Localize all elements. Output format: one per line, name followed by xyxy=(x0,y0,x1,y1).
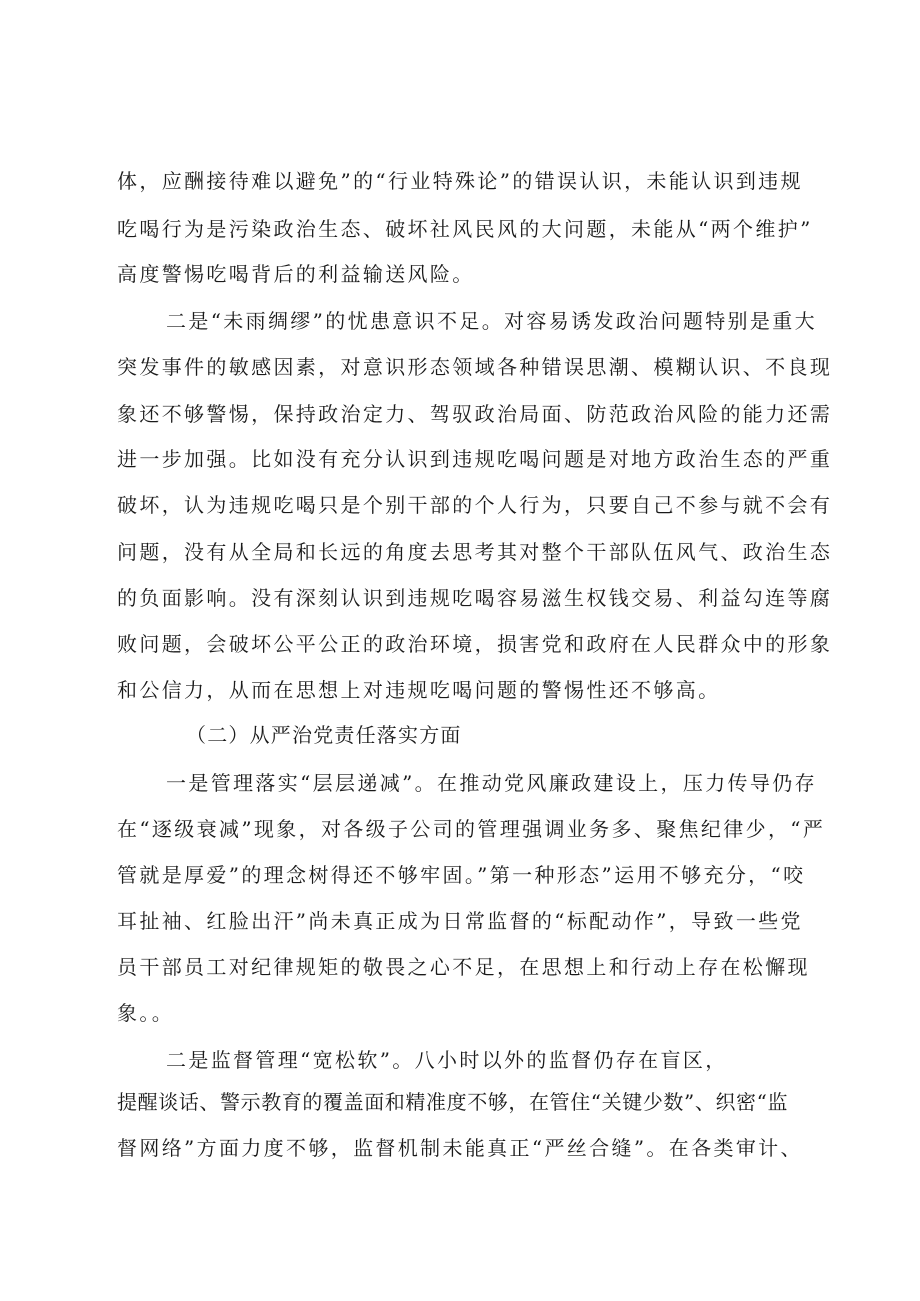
text-line-9: 问题，没有从全局和长远的角度去思考其对整个干部队伍风气、政治生态 xyxy=(117,540,833,564)
text-line-19: 象。。 xyxy=(117,1001,175,1025)
text-line-17: 耳扯袖、红脸出汗”尚未真正成为日常监督的“标配动作”，导致一些党 xyxy=(117,909,803,933)
text-line-12: 和公信力，从而在思想上对违规吃喝问题的警惕性还不够高。 xyxy=(117,678,721,702)
text-line-2: 吃喝行为是污染政治生态、破坏社风民风的大问题，未能从“两个维护” xyxy=(117,217,813,241)
section-heading: （二）从严治党责任落实方面 xyxy=(186,723,462,747)
text-line-21: 提醒谈话、警示教育的覆盖面和精准度不够，在管住“关键少数”、织密“监 xyxy=(117,1090,789,1114)
text-line-1: 体，应酬接待难以避免”的“行业特殊论”的错误认识，未能认识到违规 xyxy=(117,169,803,193)
text-line-22: 督网络”方面力度不够，监督机制未能真正“严丝合缝”。在各类审计、 xyxy=(117,1136,803,1160)
text-line-10: 的负面影响。没有深刻认识到违规吃喝容易滋生权钱交易、利益勾连等腐 xyxy=(117,586,833,610)
text-line-18: 员干部员工对纪律规矩的敬畏之心不足，在思想上和行动上存在松懈现 xyxy=(117,955,810,979)
paragraph-start-ershi: 二是监督管理“宽松软”。八小时以外的监督仍存在盲区， xyxy=(166,1048,728,1072)
text-line-15: 在“逐级衰减”现象，对各级子公司的管理强调业务多、聚焦纪律少，“严 xyxy=(117,817,826,841)
text-line-3: 高度警惕吃喝背后的利益输送风险。 xyxy=(117,262,475,286)
text-line-8: 破坏，认为违规吃喝只是个别干部的个人行为，只要自己不参与就不会有 xyxy=(117,493,833,517)
paragraph-start-yishi: 一是管理落实“层层递减”。在推动党风廉政建设上，压力传导仍存 xyxy=(166,771,817,795)
text-line-11: 败问题，会破坏公平公正的政治环境，损害党和政府在人民群众中的形象 xyxy=(117,632,833,656)
text-line-7: 进一步加强。比如没有充分认识到违规吃喝问题是对地方政治生态的严重 xyxy=(117,447,833,471)
paragraph-start-erdashi: 二是“未雨绸缪”的忧患意识不足。对容易诱发政治问题特别是重大 xyxy=(166,309,817,333)
text-line-6: 象还不够警惕，保持政治定力、驾驭政治局面、防范政治风险的能力还需 xyxy=(117,402,833,426)
text-line-16: 管就是厚爱”的理念树得还不够牢固。”第一种形态”运用不够充分，“咬 xyxy=(117,863,806,887)
text-line-5: 突发事件的敏感因素，对意识形态领域各种错误思潮、模糊认识、不良现 xyxy=(117,355,833,379)
